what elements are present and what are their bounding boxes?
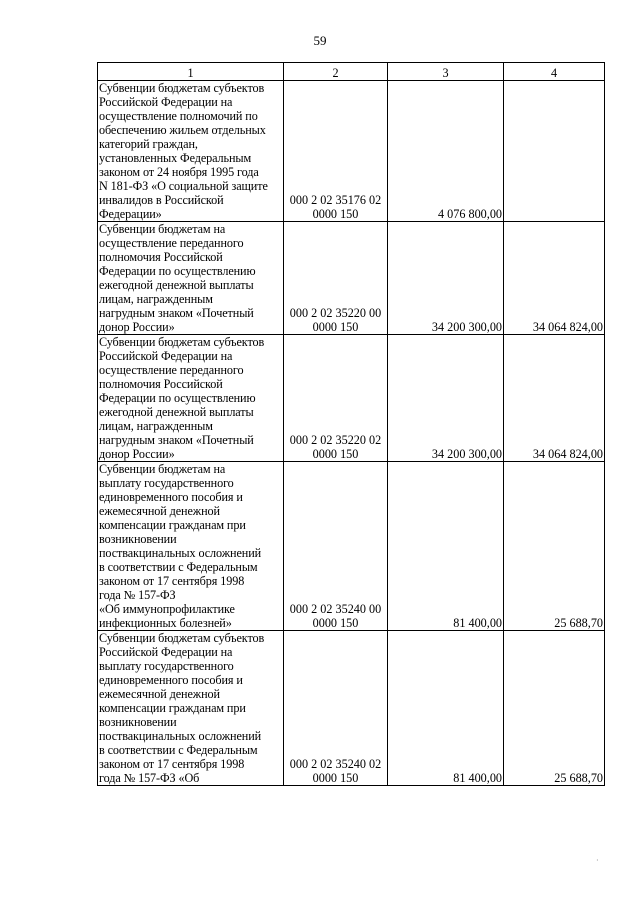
description-line: законом от 17 сентября 1998 xyxy=(99,757,245,771)
table-row xyxy=(98,462,605,631)
description-line: полномочия Российской xyxy=(99,250,223,264)
description-line: возникновении xyxy=(99,532,177,546)
description-line: N 181-ФЗ «О социальной защите xyxy=(99,179,268,193)
description-line: Российской Федерации на xyxy=(99,95,233,109)
description-line: нагрудным знаком «Почетный xyxy=(99,433,254,447)
budget-code-line: 0000 150 xyxy=(312,447,359,461)
row-budget-code xyxy=(284,462,388,631)
row-budget-code xyxy=(284,631,388,786)
description-line: инвалидов в Российской xyxy=(99,193,224,207)
table-row xyxy=(98,335,605,462)
budget-code-line: 0000 150 xyxy=(312,207,359,221)
row-amount-plan: 81 400,00 xyxy=(388,631,504,786)
row-budget-code xyxy=(284,81,388,222)
budget-code-line: 000 2 02 35220 00 xyxy=(289,306,382,320)
row-description xyxy=(98,222,284,335)
row-description xyxy=(98,81,284,222)
description-line: донор России» xyxy=(99,447,175,461)
description-line: инфекционных болезней» xyxy=(99,616,232,630)
description-line: донор России» xyxy=(99,320,175,334)
table-row xyxy=(98,631,605,786)
scan-speck: · xyxy=(596,856,599,865)
description-line: в соответствии с Федеральным xyxy=(99,743,258,757)
budget-code-line: 0000 150 xyxy=(312,771,359,785)
description-line: нагрудным знаком «Почетный xyxy=(99,306,254,320)
description-line: Субвенции бюджетам субъектов xyxy=(99,335,265,349)
budget-code-line: 0000 150 xyxy=(312,320,359,334)
budget-code-line: 000 2 02 35220 02 xyxy=(289,433,382,447)
column-header-4: 4 xyxy=(504,63,605,81)
description-line: Федерации по осуществлению xyxy=(99,391,256,405)
column-header-2: 2 xyxy=(284,63,388,81)
description-line: года № 157-ФЗ xyxy=(99,588,176,602)
description-line: полномочия Российской xyxy=(99,377,223,391)
table-row xyxy=(98,81,605,222)
description-line: поствакцинальных осложнений xyxy=(99,729,262,743)
description-line: в соответствии с Федеральным xyxy=(99,560,258,574)
description-line: Федерации по осуществлению xyxy=(99,264,256,278)
description-line: Российской Федерации на xyxy=(99,349,233,363)
budget-code-line: 000 2 02 35176 02 xyxy=(289,193,382,207)
description-line: осуществление переданного xyxy=(99,363,244,377)
description-line: осуществление полномочий по xyxy=(99,109,258,123)
row-amount-fact: 34 064 824,00 xyxy=(504,335,605,462)
row-description xyxy=(98,631,284,786)
row-budget-code xyxy=(284,222,388,335)
description-line: обеспечению жильем отдельных xyxy=(99,123,266,137)
description-line: лицам, награжденным xyxy=(99,292,213,306)
budget-code-line: 000 2 02 35240 02 xyxy=(289,757,382,771)
row-amount-plan: 34 200 300,00 xyxy=(388,335,504,462)
description-line: Российской Федерации на xyxy=(99,645,233,659)
description-line: Субвенции бюджетам субъектов xyxy=(99,81,265,95)
row-amount-fact xyxy=(504,81,605,222)
description-line: единовременного пособия и xyxy=(99,673,243,687)
description-line: ежегодной денежной выплаты xyxy=(99,278,254,292)
description-line: года № 157-ФЗ «Об xyxy=(99,771,200,785)
description-line: выплату государственного xyxy=(99,659,234,673)
description-line: законом от 24 ноября 1995 года xyxy=(99,165,259,179)
table-header-row xyxy=(98,63,605,81)
row-amount-fact: 25 688,70 xyxy=(504,631,605,786)
description-line: компенсации гражданам при xyxy=(99,518,246,532)
description-line: ежегодной денежной выплаты xyxy=(99,405,254,419)
description-line: ежемесячной денежной xyxy=(99,504,220,518)
description-line: поствакцинальных осложнений xyxy=(99,546,262,560)
description-line: законом от 17 сентября 1998 xyxy=(99,574,245,588)
description-line: единовременного пособия и xyxy=(99,490,243,504)
row-amount-fact: 25 688,70 xyxy=(504,462,605,631)
description-line: Субвенции бюджетам на xyxy=(99,462,226,476)
description-line: Субвенции бюджетам на xyxy=(99,222,226,236)
row-amount-fact: 34 064 824,00 xyxy=(504,222,605,335)
description-line: осуществление переданного xyxy=(99,236,244,250)
row-budget-code xyxy=(284,335,388,462)
row-description xyxy=(98,335,284,462)
description-line: «Об иммунопрофилактике xyxy=(99,602,235,616)
description-line: лицам, награжденным xyxy=(99,419,213,433)
column-header-1: 1 xyxy=(98,63,284,81)
description-line: компенсации гражданам при xyxy=(99,701,246,715)
budget-code-line: 000 2 02 35240 00 xyxy=(289,602,382,616)
description-line: выплату государственного xyxy=(99,476,234,490)
column-header-3: 3 xyxy=(388,63,504,81)
table-body xyxy=(98,81,605,786)
description-line: возникновении xyxy=(99,715,177,729)
row-amount-plan: 34 200 300,00 xyxy=(388,222,504,335)
description-line: категорий граждан, xyxy=(99,137,198,151)
description-line: Федерации» xyxy=(99,207,162,221)
row-description xyxy=(98,462,284,631)
page-number: 59 xyxy=(313,33,327,48)
table-row xyxy=(98,222,605,335)
row-amount-plan: 81 400,00 xyxy=(388,462,504,631)
budget-code-line: 0000 150 xyxy=(312,616,359,630)
row-amount-plan: 4 076 800,00 xyxy=(388,81,504,222)
description-line: Субвенции бюджетам субъектов xyxy=(99,631,265,645)
description-line: установленных Федеральным xyxy=(99,151,252,165)
description-line: ежемесячной денежной xyxy=(99,687,220,701)
budget-table xyxy=(97,62,605,786)
